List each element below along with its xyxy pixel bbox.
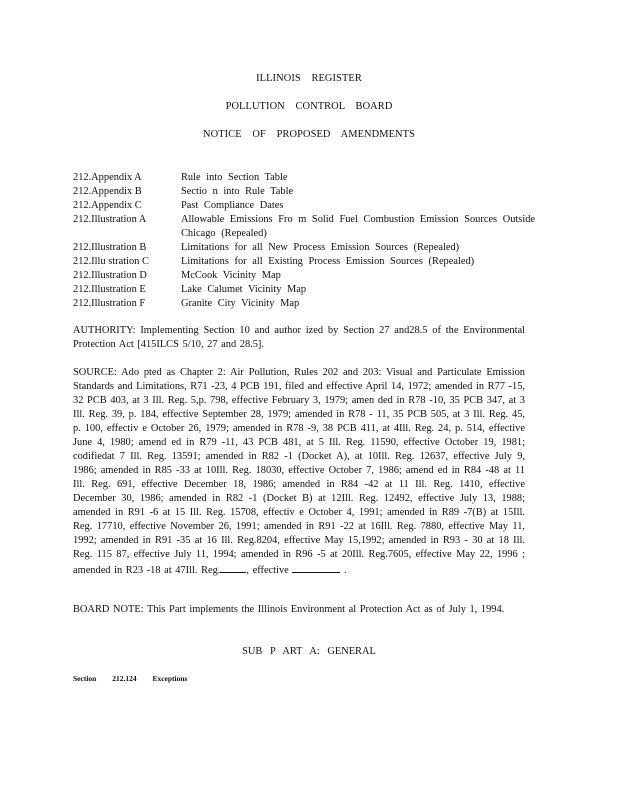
register-title: ILLINOIS REGISTER <box>256 73 362 84</box>
toc-title: Lake Calumet Vicinity Map <box>181 284 307 295</box>
source-paragraph <box>73 366 525 578</box>
section-label: Section <box>73 674 97 683</box>
toc-id: 212.Illustration D <box>73 270 147 281</box>
board-title: POLLUTION CONTROL BOARD <box>225 101 393 112</box>
section-title: Exceptions <box>152 674 188 683</box>
authority-paragraph: AUTHORITY: Implementing Section 10 and author ized by Section 27 and28.5 of the Environmental Protection Act [415ILCS 5/10, 27 and 28.5]. <box>73 325 525 350</box>
toc-title: McCook Vicinity Map <box>181 270 281 281</box>
toc-row <box>73 255 543 269</box>
toc-title: Limitations for all Existing Process Emission Sources (Repealed) <box>181 256 475 267</box>
board-note-paragraph: BOARD NOTE: This Part implements the Illinois Environment al Protection Act as of July 1, 1994. <box>73 604 505 615</box>
toc-id: 212.Illu stration C <box>73 256 149 267</box>
toc-title: Rule into Section Table <box>181 172 288 183</box>
toc-id: 212.Illustration F <box>73 298 146 309</box>
toc-id: 212.Appendix B <box>73 186 142 197</box>
effective-date-blank <box>292 562 340 573</box>
toc-row <box>73 171 543 185</box>
toc-row <box>73 241 543 255</box>
notice-title: NOTICE OF PROPOSED AMENDMENTS <box>203 129 415 140</box>
toc-id: 212.Illustration E <box>73 284 146 295</box>
toc-id: 212.Illustration A <box>73 214 147 225</box>
toc-row <box>73 283 543 297</box>
source-end: . <box>343 565 347 576</box>
appendix-table-of-contents <box>73 171 543 311</box>
section-number: 212.124 <box>112 674 137 683</box>
toc-id: 212.Illustration B <box>73 242 147 253</box>
section-heading <box>73 674 201 684</box>
source-effective: , effective <box>246 565 289 576</box>
toc-id: 212.Appendix A <box>73 172 142 183</box>
toc-title: Granite City Vicinity Map <box>181 298 300 309</box>
toc-row <box>73 185 543 199</box>
toc-title: Sectio n into Rule Table <box>181 186 294 197</box>
toc-row <box>73 297 543 311</box>
toc-row <box>73 269 543 283</box>
source-text: SOURCE: Ado pted as Chapter 2: Air Pollution, Rules 202 and 203: Visual and Particulate Emission Standards and Limitations, R71 -23, 4 PCB 191, filed and effective April 14, 1972; amended in R77 -15, 32 PCB 403, at 3 Ill. Reg. 5,p. 798, effective February 3, 1979; amen ded in R78 -10, 35 PCB 347, at 3 Ill. Reg. 39, p. 184, effective September 28, 1979; amended in R78 - 11, 35 PCB 505, at 3 Ill. Reg. 45, p. 100, effectiv e October 26, 1979; amended in R78 -9, 38 PCB 411, at 4Ill. Reg. 24, p. 514, effective June 4, 1980; amend ed in R79 -11, 43 PCB 481, at 5 Ill. Reg. 11590, effective October 19, 1981; codifiedat 7 Ill. Reg. 13591; amended in R82 -1 (Docket A), at 10Ill. Reg. 12637, effective July 9, 1986; amended in R85 -33 at 10Ill. Reg. 18030, effective October 7, 1986; amend ed in R84 -48 at 11 Ill. Reg. 691, effective December 18, 1986; amended in R84 -42 at 11 Ill. Reg. 1410, effective December 30, 1986; amended in R82 -1 (Docket B) at 12Ill. Reg. 12492, effective July 13, 1988; amended in R91 -6 at 15 Ill. Reg. 15708, effectiv e October 4, 1991; amended in R89 -7(B) at 15Ill. Reg. 17710, effective November 26, 1991; amended in R91 -22 at 16Ill. Reg. 7880, effective May 11, 1992; amended in R91 -35 at 16 Ill. Reg.8204, effective May 15,1992; amended in R93 - 30 at 18 Ill. Reg. 115 87, effective July 11, 1994; amended in R96 -5 at 20Ill. Reg.7605, effective May 22, 1996 ; amended in R23 -18 at 47Ill. Reg. <box>73 367 526 576</box>
subpart-heading: SUB P ART A: GENERAL <box>242 646 376 657</box>
toc-id: 212.Appendix C <box>73 200 142 211</box>
toc-row <box>73 213 543 241</box>
toc-row <box>73 199 543 213</box>
toc-title: Limitations for all New Process Emission Sources (Repealed) <box>181 242 460 253</box>
toc-title: Allowable Emissions Fro m Solid Fuel Combustion Emission Sources Outside Chicago (Repealed) <box>181 214 536 239</box>
toc-title: Past Compliance Dates <box>181 200 284 211</box>
register-page-blank <box>220 562 246 573</box>
